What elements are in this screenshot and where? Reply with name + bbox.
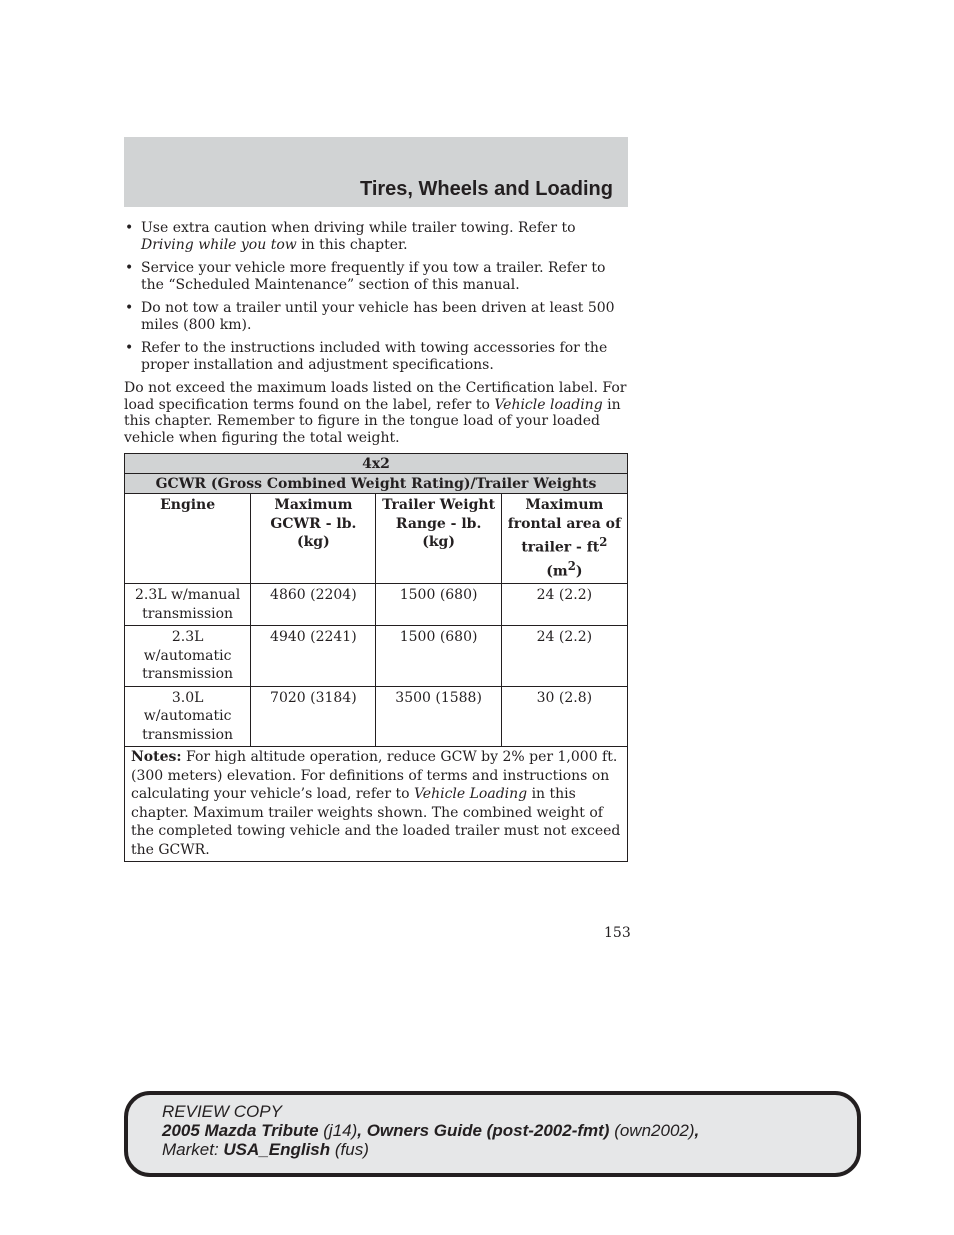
column-header-gcwr: Maximum GCWR - lb. (kg) [251, 494, 376, 584]
column-header-engine: Engine [125, 494, 251, 584]
trailer-weight-cell: 1500 (680) [376, 584, 501, 626]
list-item: • Service your vehicle more frequently if you tow a trailer. Refer to the “Scheduled Maintenance” section of this manual. [125, 260, 606, 293]
review-copy-footer [124, 1091, 861, 1177]
table-subtitle: GCWR (Gross Combined Weight Rating)/Trailer Weights [125, 474, 628, 494]
engine-cell: 3.0L w/automatic transmission [125, 686, 251, 747]
body-paragraph: Do not exceed the maximum loads listed on the Certification label. For load specification terms found on the label, refer to Vehicle loading in this chapter. Remember to figure in the tongue load of your loaded vehicle when figuring the total weight. [124, 380, 627, 446]
document-identifier: 2005 Mazda Tribute (j14), Owners Guide (post-2002-fmt) (own2002), [162, 1121, 700, 1140]
engine-cell: 2.3L w/automatic transmission [125, 626, 251, 687]
bullet-icon: • [125, 260, 134, 276]
table-notes: Notes: For high altitude operation, reduce GCW by 2% per 1,000 ft. (300 meters) elevation. For definitions of terms and instructions on calculating your vehicle’s load, refer to Vehicle Loading in this chapter. Maximum trailer weights shown. The combined weight of the completed towing vehicle and the loaded trailer must not exceed the GCWR. [125, 747, 628, 862]
column-header-frontal-area: Maximum frontal area of trailer - $ft^2$ $(m^2)$ [501, 494, 627, 584]
cross-reference: Driving while you tow [141, 236, 297, 253]
gcwr-cell: 4860 (2204) [251, 584, 376, 626]
gcwr-cell: 7020 (3184) [251, 686, 376, 747]
towing-tips-list [124, 220, 628, 373]
table-row [125, 584, 628, 626]
frontal-area-cell: 24 (2.2) [501, 626, 627, 687]
page-content [124, 220, 628, 862]
table-header-row [125, 494, 628, 584]
table-row [125, 626, 628, 687]
table-title: 4x2 [125, 454, 628, 474]
frontal-area-cell: 30 (2.8) [501, 686, 627, 747]
column-header-trailer-weight: Trailer Weight Range - lb. (kg) [376, 494, 501, 584]
review-copy-label: REVIEW COPY [162, 1102, 282, 1121]
table-row [125, 686, 628, 747]
market-identifier: Market: USA_English (fus) [162, 1140, 369, 1159]
section-header [124, 137, 628, 207]
trailer-weight-cell: 1500 (680) [376, 626, 501, 687]
list-item: • Use extra caution when driving while trailer towing. Refer to Driving while you tow in this chapter. [125, 220, 576, 253]
list-item: • Do not tow a trailer until your vehicle has been driven at least 500 miles (800 km). [125, 300, 615, 333]
bullet-icon: • [125, 220, 134, 236]
trailer-weights-table [124, 453, 628, 862]
list-item: • Refer to the instructions included with towing accessories for the proper installation and adjustment specifications. [125, 340, 608, 373]
cross-reference: Vehicle loading [494, 396, 603, 413]
frontal-area-cell: 24 (2.2) [501, 584, 627, 626]
engine-cell: 2.3L w/manual transmission [125, 584, 251, 626]
bullet-icon: • [125, 300, 134, 316]
cross-reference: Vehicle Loading [413, 786, 528, 803]
trailer-weight-cell: 3500 (1588) [376, 686, 501, 747]
gcwr-cell: 4940 (2241) [251, 626, 376, 687]
page-number: 153 [604, 925, 631, 941]
bullet-icon: • [125, 340, 134, 356]
section-title: Tires, Wheels and Loading [359, 178, 613, 200]
